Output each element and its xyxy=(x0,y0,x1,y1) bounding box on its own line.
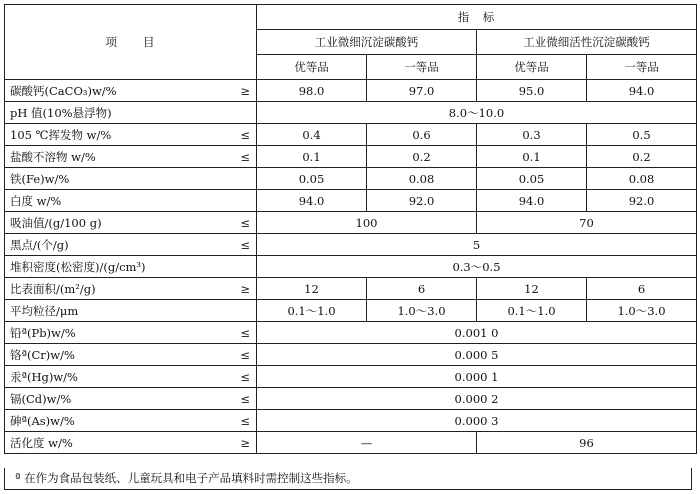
row-label: 105 ℃挥发物 w/% xyxy=(5,124,213,146)
header-grade-superior-2: 优等品 xyxy=(477,55,587,80)
table-row xyxy=(5,80,697,102)
table-row xyxy=(5,410,697,432)
value-g2-first: 0.5 xyxy=(587,124,697,146)
row-comparator: ≤ xyxy=(213,322,257,344)
row-comparator xyxy=(213,256,257,278)
value-g1-superior: 0.05 xyxy=(257,168,367,190)
row-comparator: ≤ xyxy=(213,366,257,388)
row-comparator: ≥ xyxy=(213,80,257,102)
table-row xyxy=(5,168,697,190)
row-comparator: ≥ xyxy=(213,278,257,300)
value-g1-superior: 0.1 xyxy=(257,146,367,168)
row-comparator: ≤ xyxy=(213,124,257,146)
value-g2-superior: 0.1 xyxy=(477,146,587,168)
value-g1-first: 0.6 xyxy=(367,124,477,146)
table-row xyxy=(5,300,697,322)
value-g2-first: 0.08 xyxy=(587,168,697,190)
row-label: 黑点/(个/g) xyxy=(5,234,213,256)
row-comparator: ≤ xyxy=(213,410,257,432)
value-group-1: 100 xyxy=(257,212,477,234)
row-label: 平均粒径/μm xyxy=(5,300,213,322)
value-all-grades: 0.000 1 xyxy=(257,366,697,388)
value-all-grades: 8.0～10.0 xyxy=(257,102,697,124)
row-label: 铬ª(Cr)w/% xyxy=(5,344,213,366)
row-comparator: ≤ xyxy=(213,212,257,234)
table-row xyxy=(5,256,697,278)
table-row xyxy=(5,102,697,124)
row-label: 堆积密度(松密度)/(g/cm³) xyxy=(5,256,213,278)
value-g2-first: 92.0 xyxy=(587,190,697,212)
value-g1-first: 6 xyxy=(367,278,477,300)
header-grade-first-2: 一等品 xyxy=(587,55,697,80)
row-comparator xyxy=(213,190,257,212)
header-grade-first-1: 一等品 xyxy=(367,55,477,80)
row-label: 铁(Fe)w/% xyxy=(5,168,213,190)
row-label: 砷ª(As)w/% xyxy=(5,410,213,432)
table-row xyxy=(5,388,697,410)
table-row xyxy=(5,366,697,388)
row-comparator xyxy=(213,102,257,124)
value-all-grades: 0.000 3 xyxy=(257,410,697,432)
table-row xyxy=(5,190,697,212)
table-row xyxy=(5,212,697,234)
value-all-grades: 0.3～0.5 xyxy=(257,256,697,278)
row-comparator xyxy=(213,300,257,322)
table-footnote: ª 在作为食品包装纸、儿童玩具和电子产品填料时需控制这些指标。 xyxy=(4,468,692,490)
value-g2-superior: 94.0 xyxy=(477,190,587,212)
value-g1-superior: 98.0 xyxy=(257,80,367,102)
table-row xyxy=(5,124,697,146)
row-label: 白度 w/% xyxy=(5,190,213,212)
value-group-2: 70 xyxy=(477,212,697,234)
row-label: 吸油值/(g/100 g) xyxy=(5,212,213,234)
value-g1-first: 97.0 xyxy=(367,80,477,102)
row-comparator xyxy=(213,168,257,190)
header-indicator: 指 标 xyxy=(257,5,697,30)
value-g2-first: 6 xyxy=(587,278,697,300)
row-label: 汞ª(Hg)w/% xyxy=(5,366,213,388)
value-g2-superior: 0.05 xyxy=(477,168,587,190)
row-comparator: ≤ xyxy=(213,146,257,168)
value-all-grades: 0.000 5 xyxy=(257,344,697,366)
value-g2-first: 1.0～3.0 xyxy=(587,300,697,322)
value-g1-superior: 12 xyxy=(257,278,367,300)
value-g1-first: 1.0～3.0 xyxy=(367,300,477,322)
value-g2-superior: 0.1～1.0 xyxy=(477,300,587,322)
value-g2-superior: 95.0 xyxy=(477,80,587,102)
value-g2-first: 0.2 xyxy=(587,146,697,168)
value-all-grades: 0.000 2 xyxy=(257,388,697,410)
value-all-grades: 0.001 0 xyxy=(257,322,697,344)
row-label: 碳酸钙(CaCO₃)w/% xyxy=(5,80,213,102)
table-row xyxy=(5,146,697,168)
value-g1-first: 0.08 xyxy=(367,168,477,190)
specification-table xyxy=(4,4,697,454)
value-all-grades: 5 xyxy=(257,234,697,256)
table-row xyxy=(5,322,697,344)
value-g2-first: 94.0 xyxy=(587,80,697,102)
row-comparator: ≥ xyxy=(213,432,257,454)
value-g1-superior: 0.1～1.0 xyxy=(257,300,367,322)
header-grade-superior-1: 优等品 xyxy=(257,55,367,80)
value-g1-first: 0.2 xyxy=(367,146,477,168)
table-row xyxy=(5,278,697,300)
row-label: 铅ª(Pb)w/% xyxy=(5,322,213,344)
value-g1-superior: 94.0 xyxy=(257,190,367,212)
row-label: 比表面积/(m²/g) xyxy=(5,278,213,300)
row-comparator: ≤ xyxy=(213,388,257,410)
row-label: 盐酸不溶物 w/% xyxy=(5,146,213,168)
value-group-1: — xyxy=(257,432,477,454)
table-row xyxy=(5,344,697,366)
value-g1-first: 92.0 xyxy=(367,190,477,212)
row-label: pH 值(10%悬浮物) xyxy=(5,102,213,124)
row-label: 活化度 w/% xyxy=(5,432,213,454)
header-group-active-precipitated: 工业微细活性沉淀碳酸钙 xyxy=(477,30,697,55)
table-row xyxy=(5,234,697,256)
row-comparator: ≤ xyxy=(213,344,257,366)
value-g2-superior: 0.3 xyxy=(477,124,587,146)
value-group-2: 96 xyxy=(477,432,697,454)
row-comparator: ≤ xyxy=(213,234,257,256)
header-item: 项 目 xyxy=(5,5,257,80)
value-g2-superior: 12 xyxy=(477,278,587,300)
header-group-precipitated: 工业微细沉淀碳酸钙 xyxy=(257,30,477,55)
table-row xyxy=(5,432,697,454)
row-label: 镉(Cd)w/% xyxy=(5,388,213,410)
value-g1-superior: 0.4 xyxy=(257,124,367,146)
